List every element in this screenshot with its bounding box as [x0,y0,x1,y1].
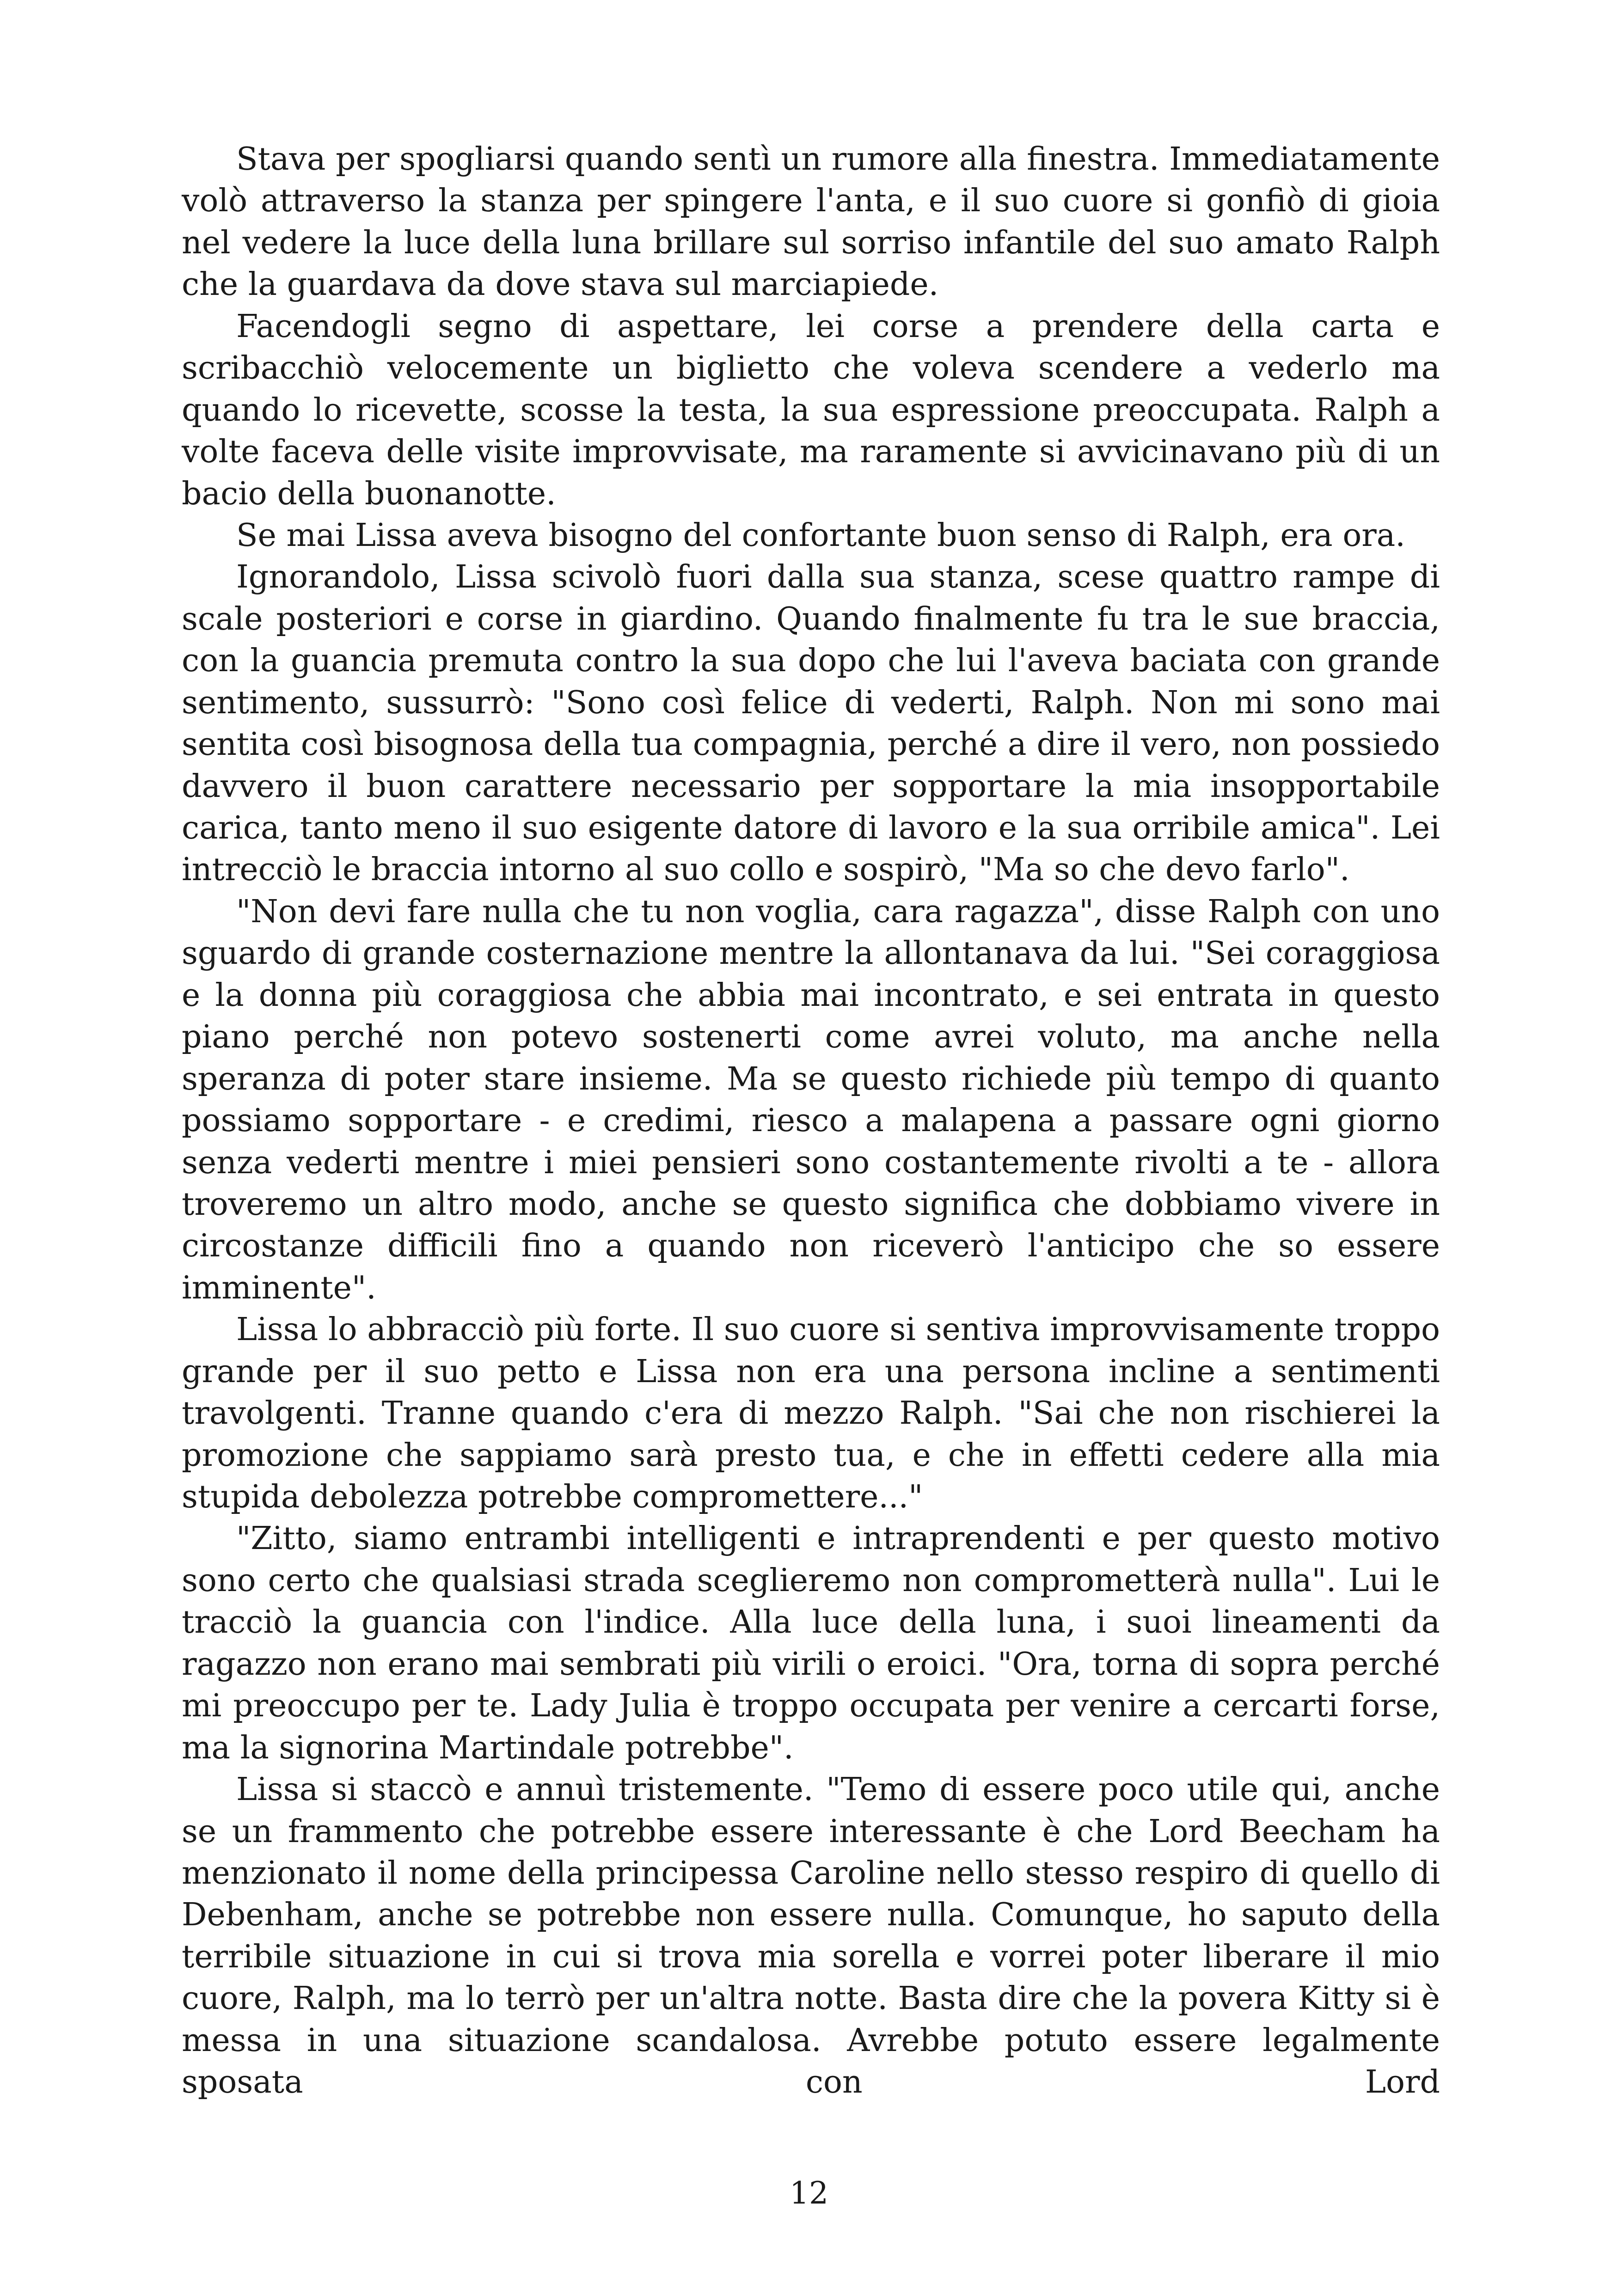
paragraph: Facendogli segno di aspettare, lei corse a prendere della carta e scribacchiò velocemente un biglietto che voleva scendere a vederlo ma quando lo ricevette, scosse la testa, la sua espressione preoccupata. Ralph a volte faceva delle visite improvvisate, ma raramente si avvicinavano più di un bacio della buonanotte. [182,308,1440,512]
body-text [182,139,1440,2104]
paragraph: Stava per spogliarsi quando sentì un rumore alla finestra. Immediatamente volò attraverso la stanza per spingere l'anta, e il suo cuore si gonfiò di gioia nel vedere la luce della luna brillare sul sorriso infantile del suo amato Ralph che la guardava da dove stava sul marciapiede. [182,141,1440,303]
paragraph: Lissa lo abbracciò più forte. Il suo cuore si sentiva improvvisamente troppo grande per il suo petto e Lissa non era una persona incline a sentimenti travolgenti. Tranne quando c'era di mezzo Ralph. "Sai che non rischierei la promozione che sappiamo sarà presto tua, e che in effetti cedere alla mia stupida debolezza potrebbe compromettere..." [182,1311,1440,1515]
paragraph: Ignorandolo, Lissa scivolò fuori dalla sua stanza, scese quattro rampe di scale posteriori e corse in giardino. Quando finalmente fu tra le sue braccia, con la guancia premuta contro la sua dopo che lui l'aveva baciata con grande sentimento, sussurrò: "Sono così felice di vederti, Ralph. Non mi sono mai sentita così bisognosa della tua compagnia, perché a dire il vero, non possiedo davvero il buon carattere necessario per sopportare la mia insopportabile carica, tanto meno il suo esigente datore di lavoro e la sua orribile amica". Lei intrecciò le braccia intorno al suo collo e sospirò, "Ma so che devo farlo". [182,559,1440,888]
paragraph: "Zitto, siamo entrambi intelligenti e intraprendenti e per questo motivo sono certo che qualsiasi strada sceglieremo non comprometterà nulla". Lui le tracciò la guancia con l'indice. Alla luce della luna, i suoi lineamenti da ragazzo non erano mai sembrati più virili o eroici. "Ora, torna di sopra perché mi preoccupo per te. Lady Julia è troppo occupata per venire a cercarti forse, ma la signorina Martindale potrebbe". [182,1520,1440,1766]
page-number: 12 [790,2175,828,2211]
paragraph: "Non devi fare nulla che tu non voglia, cara ragazza", disse Ralph con uno sguardo di grande costernazione mentre la allontanava da lui. "Sei coraggiosa e la donna più coraggiosa che abbia mai incontrato, e sei entrata in questo piano perché non potevo sostenerti come avrei voluto, ma anche nella speranza di poter stare insieme. Ma se questo richiede più tempo di quanto possiamo sopportare - e credimi, riesco a malapena a passare ogni giorno senza vederti mentre i miei pensieri sono costantemente rivolti a te - allora troveremo un altro modo, anche se questo significa che dobbiamo vivere in circostanze difficili fino a quando non riceverò l'anticipo che so essere imminente". [182,893,1440,1306]
paragraph: Lissa si staccò e annuì tristemente. "Temo di essere poco utile qui, anche se un frammento che potrebbe essere interessante è che Lord Beecham ha menzionato il nome della principessa Caroline nello stesso respiro di quello di Debenham, anche se potrebbe non essere nulla. Comunque, ho saputo della terribile situazione in cui si trova mia sorella e vorrei poter liberare il mio cuore, Ralph, ma lo terrò per un'altra notte. Basta dire che la povera Kitty si è messa in una situazione scandalosa. Avrebbe potuto essere legalmente sposata con Lord [182,1771,1440,2101]
paragraph: Se mai Lissa aveva bisogno del confortante buon senso di Ralph, era ora. [236,517,1405,554]
